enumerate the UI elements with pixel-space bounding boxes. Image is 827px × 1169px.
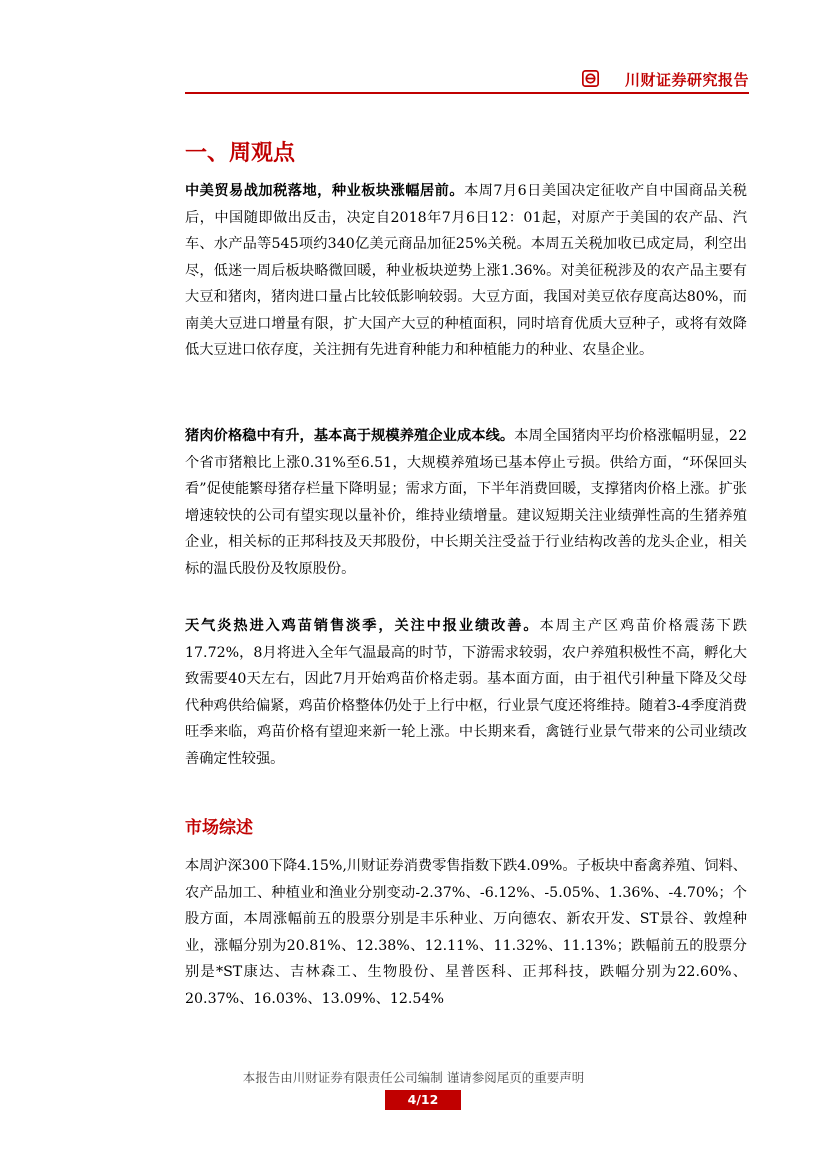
market-summary: 本周沪深300下降4.15%,川财证券消费零售指数下跌4.09%。子板块中畜禽养殖、饲料、农产品加工、种植业和渔业分别变动-2.37%、-6.12%、-5.05%、1.36%、-4.70%；个股方面，本周涨幅前五的股票分别是丰乐种业、万向德农、新农开发、ST景谷、敦煌种业，涨幅分别为20.81%、12.38%、12.11%、11.32%、11.13%；跌幅前五的股票分别是*ST康达、吉林森工、生物股份、星普医科、正邦科技，跌幅分别为22.60%、20.37%、16.03%、13.09%、12.54% [185, 858, 747, 1007]
report-brand-title: 川财证券研究报告 [624, 71, 749, 89]
paragraph-pork [185, 423, 747, 582]
paragraph-lead: 天气炎热进入鸡苗销售淡季，关注中报业绩改善。 [185, 618, 540, 634]
company-logo-icon [582, 70, 599, 87]
footer-disclaimer: 本报告由川财证券有限责任公司编制 谨请参阅尾页的重要声明 [242, 1070, 585, 1085]
paragraph-lead: 猪肉价格稳中有升，基本高于规模养殖企业成本线。 [185, 428, 515, 444]
header-divider [185, 92, 749, 94]
paragraph-body: 本周7月6日美国决定征收产自中国商品关税后，中国随即做出反击，决定自2018年7月6日12：01起，对原产于美国的农产品、汽车、水产品等545项约340亿美元商品加征25%关税。本周五关税加收已成定局，利空出尽，低迷一周后板块略微回暖，种业板块逆势上涨1.36%。对美征税涉及的农产品主要有大豆和猪肉，猪肉进口量占比较低影响较弱。大豆方面，我国对美豆依存度高达80%，而南美大豆进口增量有限，扩大国产大豆的种植面积，同时培育优质大豆种子，或将有效降低大豆进口依存度，关注拥有先进育种能力和种植能力的种业、农垦企业。 [185, 183, 747, 358]
page-header [185, 62, 749, 94]
paragraph-body: 本周全国猪肉平均价格涨幅明显，22个省市猪粮比上涨0.31%至6.51，大规模养殖场已基本停止亏损。供给方面，“环保回头看”促使能繁母猪存栏量下降明显；需求方面，下半年消费回暖，支撑猪肉价格上涨。扩张增速较快的公司有望实现以量补价，维持业绩增量。建议短期关注业绩弹性高的生猪养殖企业，相关标的正邦科技及天邦股份，中长期关注受益于行业结构改善的龙头企业，相关标的温氏股份及牧原股份。 [185, 428, 747, 577]
paragraph-lead: 中美贸易战加税落地，种业板块涨幅居前。 [185, 183, 465, 199]
page-number: 4/12 [385, 1090, 461, 1110]
paragraph-body: 本周主产区鸡苗价格震荡下跌17.72%，8月将进入全年气温最高的时节，下游需求较弱，农户养殖积极性不高，孵化大致需要40天左右，因此7月开始鸡苗价格走弱。基本面方面，由于祖代引种量下降及父母代种鸡供给偏紧，鸡苗价格整体仍处于上行中枢，行业景气度还将维持。随着3-4季度消费旺季来临，鸡苗价格有望迎来新一轮上涨。中长期来看，禽链行业景气带来的公司业绩改善确定性较强。 [185, 618, 747, 767]
paragraph-chick [185, 613, 747, 772]
paragraph-trade-war [185, 178, 747, 364]
section-title: 一、周观点 [185, 141, 296, 166]
market-heading: 市场综述 [185, 818, 253, 838]
